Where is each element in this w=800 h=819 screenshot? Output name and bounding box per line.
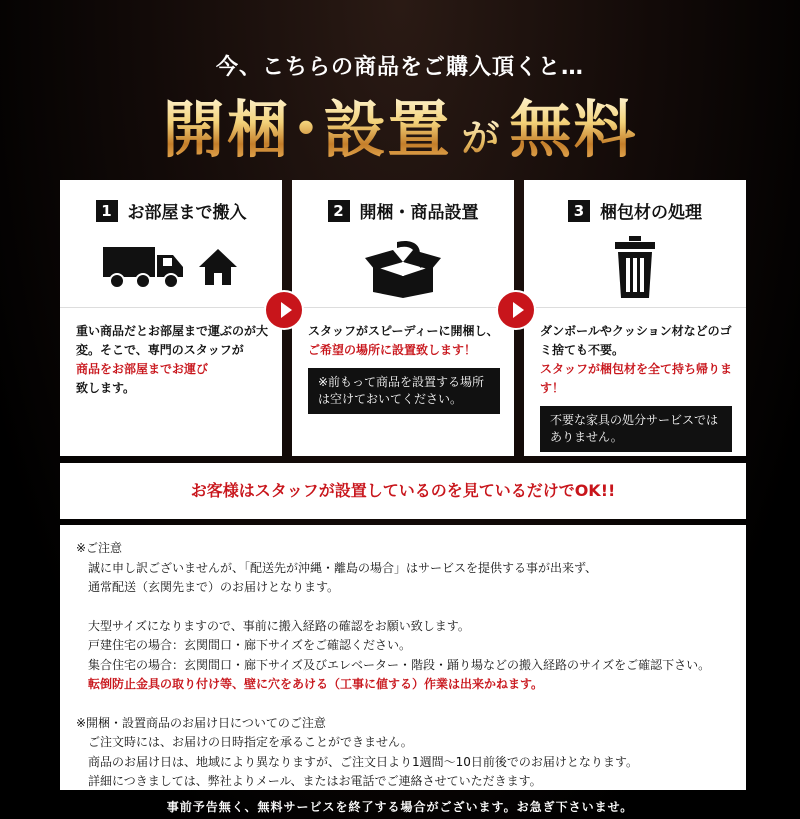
next-arrow-icon: [496, 290, 536, 330]
step-highlight: 商品をお部屋までお運び: [76, 362, 209, 376]
step-note: ※前もって商品を設置する場所は空けておいてください。: [308, 368, 500, 414]
step-body: 重い商品だとお部屋まで運ぶのが大変。そこで、専門のスタッフが: [76, 324, 269, 357]
trash-can-icon: [613, 236, 657, 298]
delivery-line: ご注文時には、お届けの日時指定を承ることができません。: [88, 735, 413, 749]
step-number: 1: [96, 200, 118, 222]
header-title-left: 開梱･設置: [162, 93, 452, 166]
steps-section: [60, 180, 746, 456]
open-box-icon: [363, 236, 443, 298]
step-note: 不要な家具の処分サービスではありません。: [540, 406, 732, 452]
step-title: 梱包材の処理: [600, 203, 702, 223]
truck-icon: [103, 243, 185, 291]
header-title: [0, 80, 800, 169]
banner-message: お客様はスタッフが設置しているのを見ているだけでOK!!: [60, 463, 746, 519]
house-icon: [197, 247, 239, 287]
step-highlight: ご希望の場所に設置致します！: [308, 343, 477, 357]
header-title-right: 無料: [509, 93, 638, 166]
step-body: ダンボールやクッション材などのゴミ捨ても不要。: [540, 324, 732, 357]
next-arrow-icon: [264, 290, 304, 330]
size-warning: 転倒防止金具の取り付け等、壁に穴をあける（工事に値する）作業は出来かねます。: [88, 677, 544, 691]
step-number: 3: [568, 200, 590, 222]
footer-notice: 事前予告無く、無料サービスを終了する場合がございます。お急ぎ下さいませ。: [166, 800, 634, 814]
caution-title: ※ご注意: [76, 541, 123, 555]
step-title: お部屋まで搬入: [127, 203, 247, 223]
size-line: 大型サイズになりますので、事前に搬入経路の確認をお願い致します。: [88, 618, 470, 633]
delivery-line: 詳細につきましては、弊社よりメール、またはお電話でご連絡させていただきます。: [88, 774, 542, 788]
step-card-3: [524, 180, 746, 456]
step-highlight: スタッフが梱包材を全て持ち帰ります！: [540, 362, 733, 395]
step-number: 2: [328, 200, 350, 222]
size-line: 戸建住宅の場合：玄関間口・廊下サイズをご確認ください。: [88, 638, 412, 652]
caution-line: 誠に申し訳ございませんが、「配送先が沖縄・離島の場合」はサービスを提供する事が出来ず、: [88, 560, 598, 575]
size-line: 集合住宅の場合：玄関間口・廊下サイズ及びエレベーター・階段・踊り場などの搬入経路のサイズをご確認下さい。: [88, 657, 711, 672]
delivery-line: 商品のお届け日は、地域により異なりますが、ご注文日より1週間〜10日前後でのお届けとなります。: [88, 754, 638, 769]
caution-line: 通常配送（玄関先まで）のお届けとなります。: [88, 580, 340, 594]
step-card-2: [292, 180, 514, 456]
step-after: 致します。: [76, 381, 136, 395]
delivery-title: ※開梱・設置商品のお届け日についてのご注意: [76, 715, 326, 730]
step-title: 開梱・商品設置: [359, 203, 479, 223]
notes-section: [60, 525, 746, 790]
step-body: スタッフがスピーディーに開梱し、: [308, 324, 499, 338]
step-card-1: [60, 180, 282, 456]
header-title-ga: が: [461, 116, 500, 160]
header-subtitle: 今、こちらの商品をご購入頂くと…: [215, 55, 584, 80]
